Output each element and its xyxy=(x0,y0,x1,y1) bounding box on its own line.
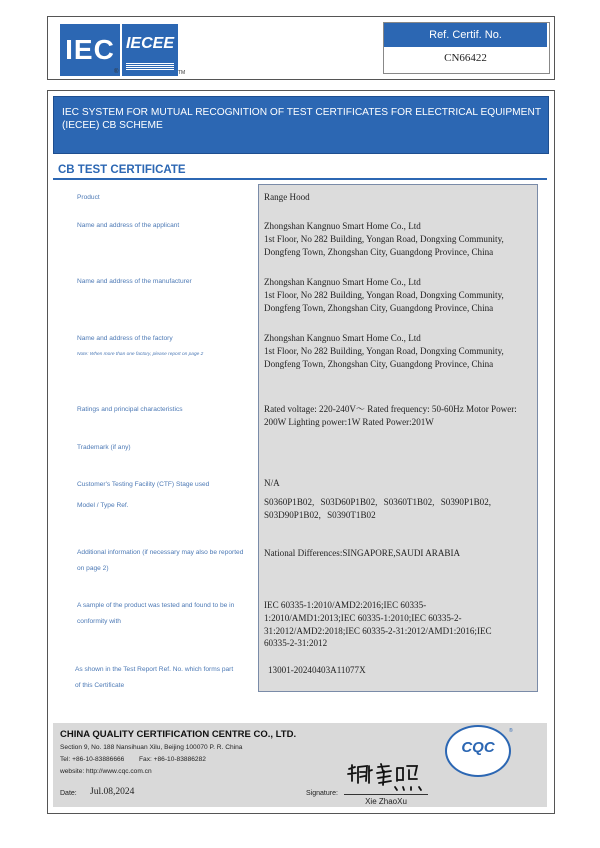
label-additional-info: Additional information (if necessary may also be reported on page 2) xyxy=(77,549,244,572)
label-trademark: Trademark (if any) xyxy=(77,444,131,451)
value-test-report: 13001-20240403A11077X xyxy=(268,665,366,675)
value-manufacturer: Zhongshan Kangnuo Smart Home Co., Ltd 1st Floor, No 282 Building, Yongan Road, Dongxing Community, Dongfeng Town, Zhongshan City, Guangdong Province, China xyxy=(264,277,504,313)
label-test-report: As shown in the Test Report Ref. No. which forms part of this Certificate xyxy=(75,666,234,689)
trademark-mark: TM xyxy=(178,70,186,76)
issuer-name: CHINA QUALITY CERTIFICATION CENTRE CO., LTD. xyxy=(60,729,297,740)
value-product: Range Hood xyxy=(264,192,310,202)
signatory-name: Xie ZhaoXu xyxy=(365,797,407,806)
label-applicant: Name and address of the applicant xyxy=(77,222,180,229)
date-label: Date: xyxy=(60,790,77,797)
signature-line xyxy=(344,794,428,795)
value-ctf-stage: N/A xyxy=(264,478,280,488)
cqc-registered-mark: ® xyxy=(509,728,513,734)
value-applicant: Zhongshan Kangnuo Smart Home Co., Ltd 1st Floor, No 282 Building, Yongan Road, Dongxing Community, Dongfeng Town, Zhongshan City, Guangdong Province, China xyxy=(264,221,504,257)
issuer-tel-fax: Tel: +86-10-83886666 Fax: +86-10-83886282 xyxy=(60,756,206,763)
iecee-logo xyxy=(122,24,178,76)
cqc-logo-text: CQC xyxy=(461,739,495,756)
value-model-type: S0360P1B02, S03D60P1B02, S0360T1B02, S0390P1B02, S03D90P1B02, S0390T1B02 xyxy=(264,497,492,520)
factory-note: Note: When more than one factory, please report on page 2 xyxy=(77,352,204,357)
label-model-type: Model / Type Ref. xyxy=(77,502,129,509)
value-factory: Zhongshan Kangnuo Smart Home Co., Ltd 1st Floor, No 282 Building, Yongan Road, Dongxing Community, Dongfeng Town, Zhongshan City, Guangdong Province, China xyxy=(264,333,504,369)
issuer-address: Section 9, No. 188 Nansihuan Xilu, Beijing 100070 P. R. China xyxy=(60,744,243,751)
certificate-title: CB TEST CERTIFICATE xyxy=(58,164,186,176)
label-ratings: Ratings and principal characteristics xyxy=(77,406,183,413)
label-conformity: A sample of the product was tested and found to be in conformity with xyxy=(77,602,235,625)
iecee-logo-stripes xyxy=(126,62,174,70)
ref-certificate-number: CN66422 xyxy=(444,52,487,64)
value-additional-info: National Differences:SINGAPORE,SAUDI ARABIA xyxy=(264,548,461,558)
value-ratings: Rated voltage: 220-240V～ Rated frequency: 50-60Hz Motor Power: 200W Lighting power:1W Rated Power:201W xyxy=(264,404,517,427)
label-ctf-stage: Customer's Testing Facility (CTF) Stage used xyxy=(77,481,210,488)
ref-certificate-label: Ref. Certif. No. xyxy=(384,23,547,47)
label-manufacturer: Name and address of the manufacturer xyxy=(77,278,192,285)
label-factory: Name and address of the factory xyxy=(77,335,173,342)
value-conformity: IEC 60335-1:2010/AMD2:2016;IEC 60335-1:2010/AMD1:2013;IEC 60335-1:2010;IEC 60335-2-31:2012/AMD2:2018;IEC 60335-2-31:2012/AMD1:2016;IEC 60335-2-31:2012 xyxy=(264,600,492,649)
registered-mark: ® xyxy=(114,69,119,75)
issuer-website: website: http://www.cqc.com.cn xyxy=(60,768,152,775)
iecee-logo-text: IECEE xyxy=(125,35,174,52)
title-divider xyxy=(53,178,547,180)
signature-label: Signature: xyxy=(306,790,338,797)
handwritten-signature xyxy=(345,761,429,793)
label-product: Product xyxy=(77,194,100,201)
scheme-banner-text: IEC SYSTEM FOR MUTUAL RECOGNITION OF TEST CERTIFICATES FOR ELECTRICAL EQUIPMENT (IECEE) CB SCHEME xyxy=(62,107,541,131)
date-value: Jul.08,2024 xyxy=(90,787,135,797)
iec-logo: IEC xyxy=(60,24,120,76)
